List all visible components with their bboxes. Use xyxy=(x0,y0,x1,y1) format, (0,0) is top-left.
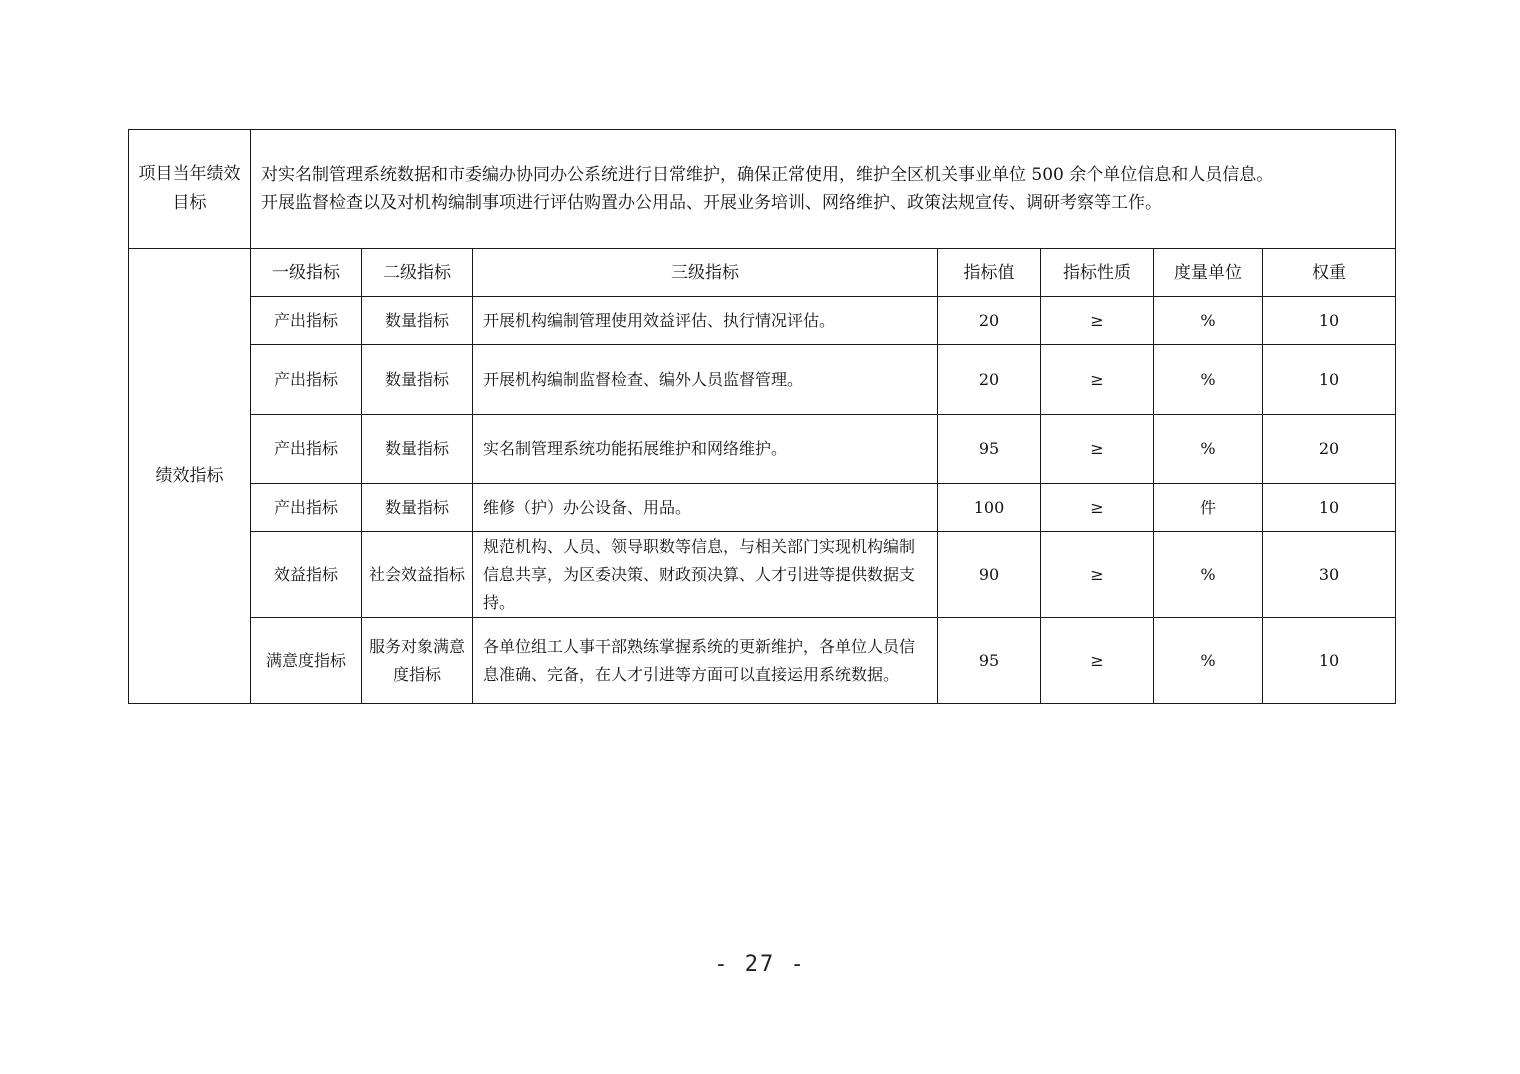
table-row xyxy=(129,297,1396,345)
weight-cell: 10 xyxy=(1263,618,1396,704)
level2-cell: 社会效益指标 xyxy=(362,532,473,618)
nature-cell: ≥ xyxy=(1041,415,1154,484)
unit-cell: % xyxy=(1154,345,1263,415)
header-level1: 一级指标 xyxy=(251,249,362,297)
level2-cell: 数量指标 xyxy=(362,415,473,484)
value-cell: 90 xyxy=(938,532,1041,618)
level3-cell: 实名制管理系统功能拓展维护和网络维护。 xyxy=(473,415,938,484)
performance-table xyxy=(128,129,1396,704)
page-number: - 27 - xyxy=(714,952,806,977)
level3-cell: 维修（护）办公设备、用品。 xyxy=(473,484,938,532)
unit-cell: % xyxy=(1154,532,1263,618)
table-row xyxy=(129,532,1396,618)
header-nature: 指标性质 xyxy=(1041,249,1154,297)
unit-cell: % xyxy=(1154,415,1263,484)
weight-cell: 10 xyxy=(1263,345,1396,415)
goal-text xyxy=(251,130,1396,249)
nature-cell: ≥ xyxy=(1041,532,1154,618)
level2-cell: 数量指标 xyxy=(362,345,473,415)
level1-cell: 产出指标 xyxy=(251,484,362,532)
level1-cell: 效益指标 xyxy=(251,532,362,618)
value-cell: 100 xyxy=(938,484,1041,532)
level1-cell: 产出指标 xyxy=(251,297,362,345)
value-cell: 20 xyxy=(938,297,1041,345)
level1-cell: 产出指标 xyxy=(251,415,362,484)
value-cell: 95 xyxy=(938,618,1041,704)
value-cell: 95 xyxy=(938,415,1041,484)
value-cell: 20 xyxy=(938,345,1041,415)
unit-cell: % xyxy=(1154,618,1263,704)
weight-cell: 30 xyxy=(1263,532,1396,618)
unit-cell: 件 xyxy=(1154,484,1263,532)
level3-cell: 开展机构编制管理使用效益评估、执行情况评估。 xyxy=(473,297,938,345)
level3-cell: 开展机构编制监督检查、编外人员监督管理。 xyxy=(473,345,938,415)
nature-cell: ≥ xyxy=(1041,345,1154,415)
goal-label: 项目当年绩效目标 xyxy=(129,130,251,249)
level2-cell: 数量指标 xyxy=(362,484,473,532)
weight-cell: 10 xyxy=(1263,297,1396,345)
level1-cell: 满意度指标 xyxy=(251,618,362,704)
header-unit: 度量单位 xyxy=(1154,249,1263,297)
header-row xyxy=(129,249,1396,297)
unit-cell: % xyxy=(1154,297,1263,345)
header-weight: 权重 xyxy=(1263,249,1396,297)
level3-cell: 各单位组工人事干部熟练掌握系统的更新维护，各单位人员信息准确、完备，在人才引进等方面可以直接运用系统数据。 xyxy=(473,618,938,704)
table-row xyxy=(129,618,1396,704)
header-level3: 三级指标 xyxy=(473,249,938,297)
indicators-label: 绩效指标 xyxy=(129,249,251,704)
nature-cell: ≥ xyxy=(1041,618,1154,704)
level2-cell: 服务对象满意度指标 xyxy=(362,618,473,704)
goal-text-line-2: 开展监督检查以及对机构编制事项进行评估购置办公用品、开展业务培训、网络维护、政策法规宣传、调研考察等工作。 xyxy=(261,193,1162,213)
header-value: 指标值 xyxy=(938,249,1041,297)
table-row xyxy=(129,484,1396,532)
weight-cell: 10 xyxy=(1263,484,1396,532)
nature-cell: ≥ xyxy=(1041,297,1154,345)
header-level2: 二级指标 xyxy=(362,249,473,297)
nature-cell: ≥ xyxy=(1041,484,1154,532)
table-row xyxy=(129,415,1396,484)
goal-text-line-1: 对实名制管理系统数据和市委编办协同办公系统进行日常维护，确保正常使用，维护全区机关事业单位 500 余个单位信息和人员信息。 xyxy=(261,165,1274,185)
table-row xyxy=(129,345,1396,415)
level3-cell: 规范机构、人员、领导职数等信息，与相关部门实现机构编制信息共享，为区委决策、财政预决算、人才引进等提供数据支持。 xyxy=(473,532,938,618)
level1-cell: 产出指标 xyxy=(251,345,362,415)
level2-cell: 数量指标 xyxy=(362,297,473,345)
weight-cell: 20 xyxy=(1263,415,1396,484)
goal-row xyxy=(129,130,1396,249)
